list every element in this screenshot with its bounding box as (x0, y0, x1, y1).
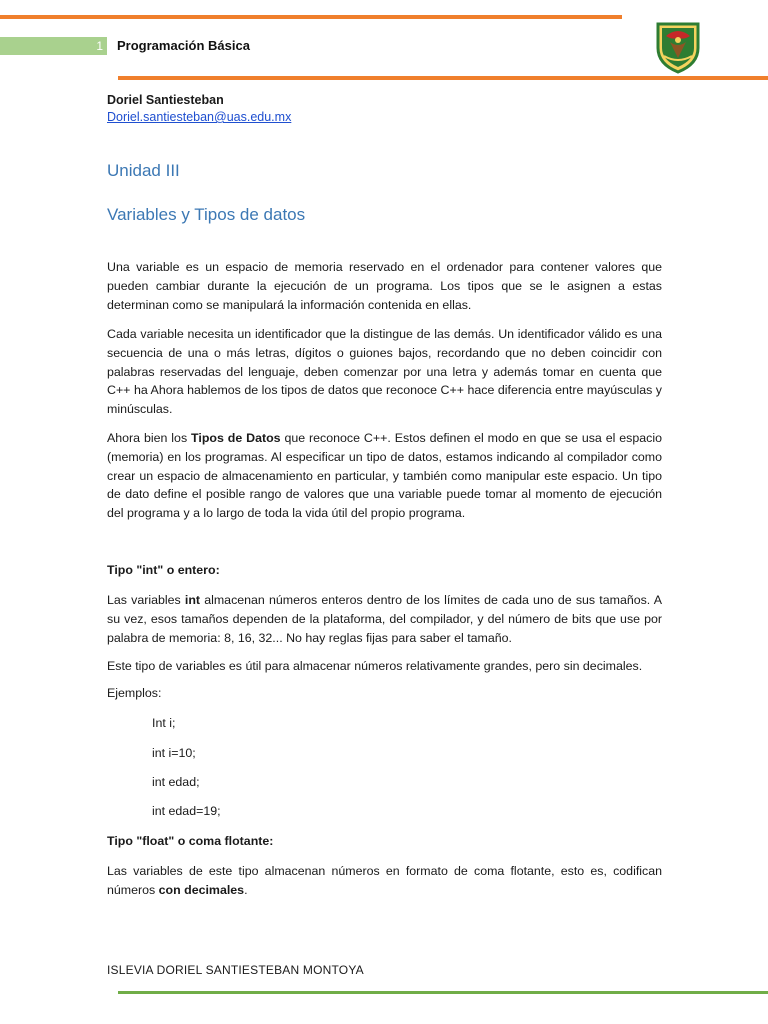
paragraph-data-types-rest: que reconoce C++. Estos definen el modo en que se usa el espacio (memoria) en los programas. Al especificar un tipo de datos, estamos indicando al compilador como crear un espacio de almacenamiento en particular, y también como manipular este espacio. Un tipo de dato define el posible rango de valores que una variable puede tomar al momento de ejecución del programa y a lo largo de toda la vida útil del propio programa. (107, 431, 662, 521)
author-name: Doriel Santiesteban (107, 93, 224, 107)
example-line: int edad=19; (152, 804, 221, 818)
university-seal-icon (652, 20, 704, 74)
float-section-title: Tipo "float" o coma flotante: (107, 834, 274, 848)
int-section-title: Tipo "int" o entero: (107, 563, 220, 577)
int-paragraph-rest: almacenan números enteros dentro de los límites de cada uno de sus tamaños. A su vez, esos tamaños dependen de la plataforma, del compilador, y del número de bits que use por palabra de memoria: 8, 16, 32... No hay reglas fijas para saber el tamaño. (107, 593, 662, 645)
header-top-rule (0, 15, 622, 19)
footer-author-name: ISLEVIA DORIEL SANTIESTEBAN MONTOYA (107, 963, 364, 977)
paragraph-data-types-intro: Ahora bien los (107, 431, 192, 445)
author-email-link[interactable]: Doriel.santiesteban@uas.edu.mx (107, 110, 292, 124)
header-title: Programación Básica (117, 38, 250, 53)
float-paragraph-rest: . (244, 882, 248, 897)
example-line: Int i; (152, 716, 176, 730)
int-paragraph-description (107, 591, 662, 647)
int-paragraph-usage: Este tipo de variables es útil para almacenar números relativamente grandes, pero sin decimales. (107, 659, 643, 673)
float-paragraph-bold: con decimales (158, 882, 245, 897)
paragraph-data-types (107, 429, 662, 523)
example-line: int i=10; (152, 746, 196, 760)
topic-heading: Variables y Tipos de datos (107, 205, 306, 224)
footer-rule (118, 991, 768, 994)
int-paragraph-intro: Las variables (107, 593, 185, 607)
int-paragraph-bold: int (184, 593, 201, 607)
float-paragraph-intro: Las variables de este tipo almacenan números en formato de coma flotante, esto es, codifican números (107, 864, 662, 897)
example-line: int edad; (152, 775, 200, 789)
header-bottom-rule (118, 76, 768, 80)
unit-heading: Unidad III (107, 161, 180, 180)
paragraph-identifier: Cada variable necesita un identificador que la distingue de las demás. Un identificador válido es una secuencia de una o más letras, dígitos o guiones bajos, recordando que no deben coincidir con palabras reservadas del lenguaje, deben comenzar por una letra y además tomar en cuenta que C++ ha Ahora hablemos de los tipos de datos que reconoce C++ hace diferencia entre mayúsculas y minúsculas. (107, 327, 662, 417)
page-number: 1 (85, 37, 107, 55)
paragraph-variable-definition: Una variable es un espacio de memoria reservado en el ordenador para contener valores que pueden cambiar durante la ejecución de un programa. Los tipos que se le asignen a estas determinan como se manipulará la información contenida en ellas. (107, 260, 662, 312)
examples-label: Ejemplos: (107, 686, 162, 700)
float-paragraph-description (107, 862, 662, 900)
paragraph-data-types-bold: Tipos de Datos (191, 431, 281, 445)
header-green-bar (0, 37, 85, 55)
